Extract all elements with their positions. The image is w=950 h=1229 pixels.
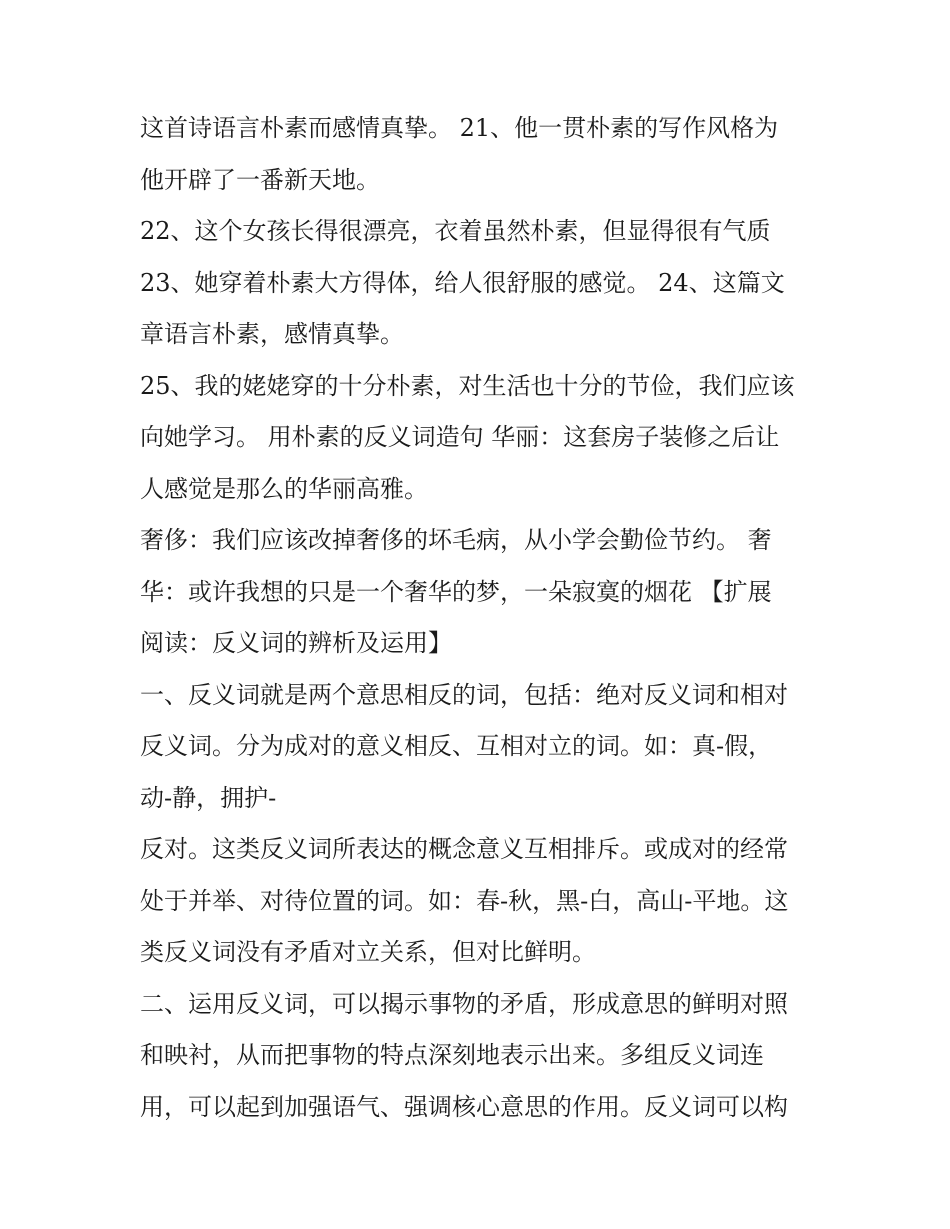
text-line: 和映衬，从而把事物的特点深刻地表示出来。多组反义词连 <box>140 1041 764 1069</box>
text-line: 奢侈：我们应该改掉奢侈的坏毛病，从小学会勤俭节约。 奢 <box>140 526 772 554</box>
text-line: 23、她穿着朴素大方得体，给人很舒服的感觉。 24、这篇文 <box>140 268 785 297</box>
text-line: 用，可以起到加强语气、强调核心意思的作用。反义词可以构 <box>140 1092 788 1121</box>
text-line: 华：或许我想的只是一个奢华的梦，一朵寂寞的烟花 【扩展 <box>140 577 772 606</box>
document-body <box>140 103 820 1133</box>
text-line: 章语言朴素，感情真挚。 <box>140 320 404 348</box>
text-line: 阅读：反义词的辨析及运用】 <box>140 629 452 657</box>
text-line: 一、反义词就是两个意思相反的词，包括：绝对反义词和相对 <box>140 680 788 709</box>
text-line: 反对。这类反义词所表达的概念意义互相排斥。或成对的经常 <box>140 835 788 863</box>
text-line: 动-静，拥护- <box>140 783 277 812</box>
text-line: 25、我的姥姥穿的十分朴素，对生活也十分的节俭，我们应该 <box>140 371 795 400</box>
text-line: 他开辟了一番新天地。 <box>140 165 380 194</box>
text-line: 类反义词没有矛盾对立关系，但对比鲜明。 <box>140 938 596 966</box>
text-line: 人感觉是那么的华丽高雅。 <box>140 474 428 503</box>
text-line: 这首诗语言朴素而感情真挚。 21、他一贯朴素的写作风格为 <box>140 114 779 142</box>
text-line: 向她学习。 用朴素的反义词造句 华丽：这套房子装修之后让 <box>140 423 780 451</box>
text-line: 二、运用反义词，可以揭示事物的矛盾，形成意思的鲜明对照 <box>140 989 788 1018</box>
text-line: 22、这个女孩长得很漂亮，衣着虽然朴素，但显得很有气质 <box>140 217 771 245</box>
text-line: 反义词。分为成对的意义相反、互相对立的词。如：真-假， <box>140 732 773 760</box>
text-line: 处于并举、对待位置的词。如：春-秋，黑-白，高山-平地。这 <box>140 886 789 915</box>
